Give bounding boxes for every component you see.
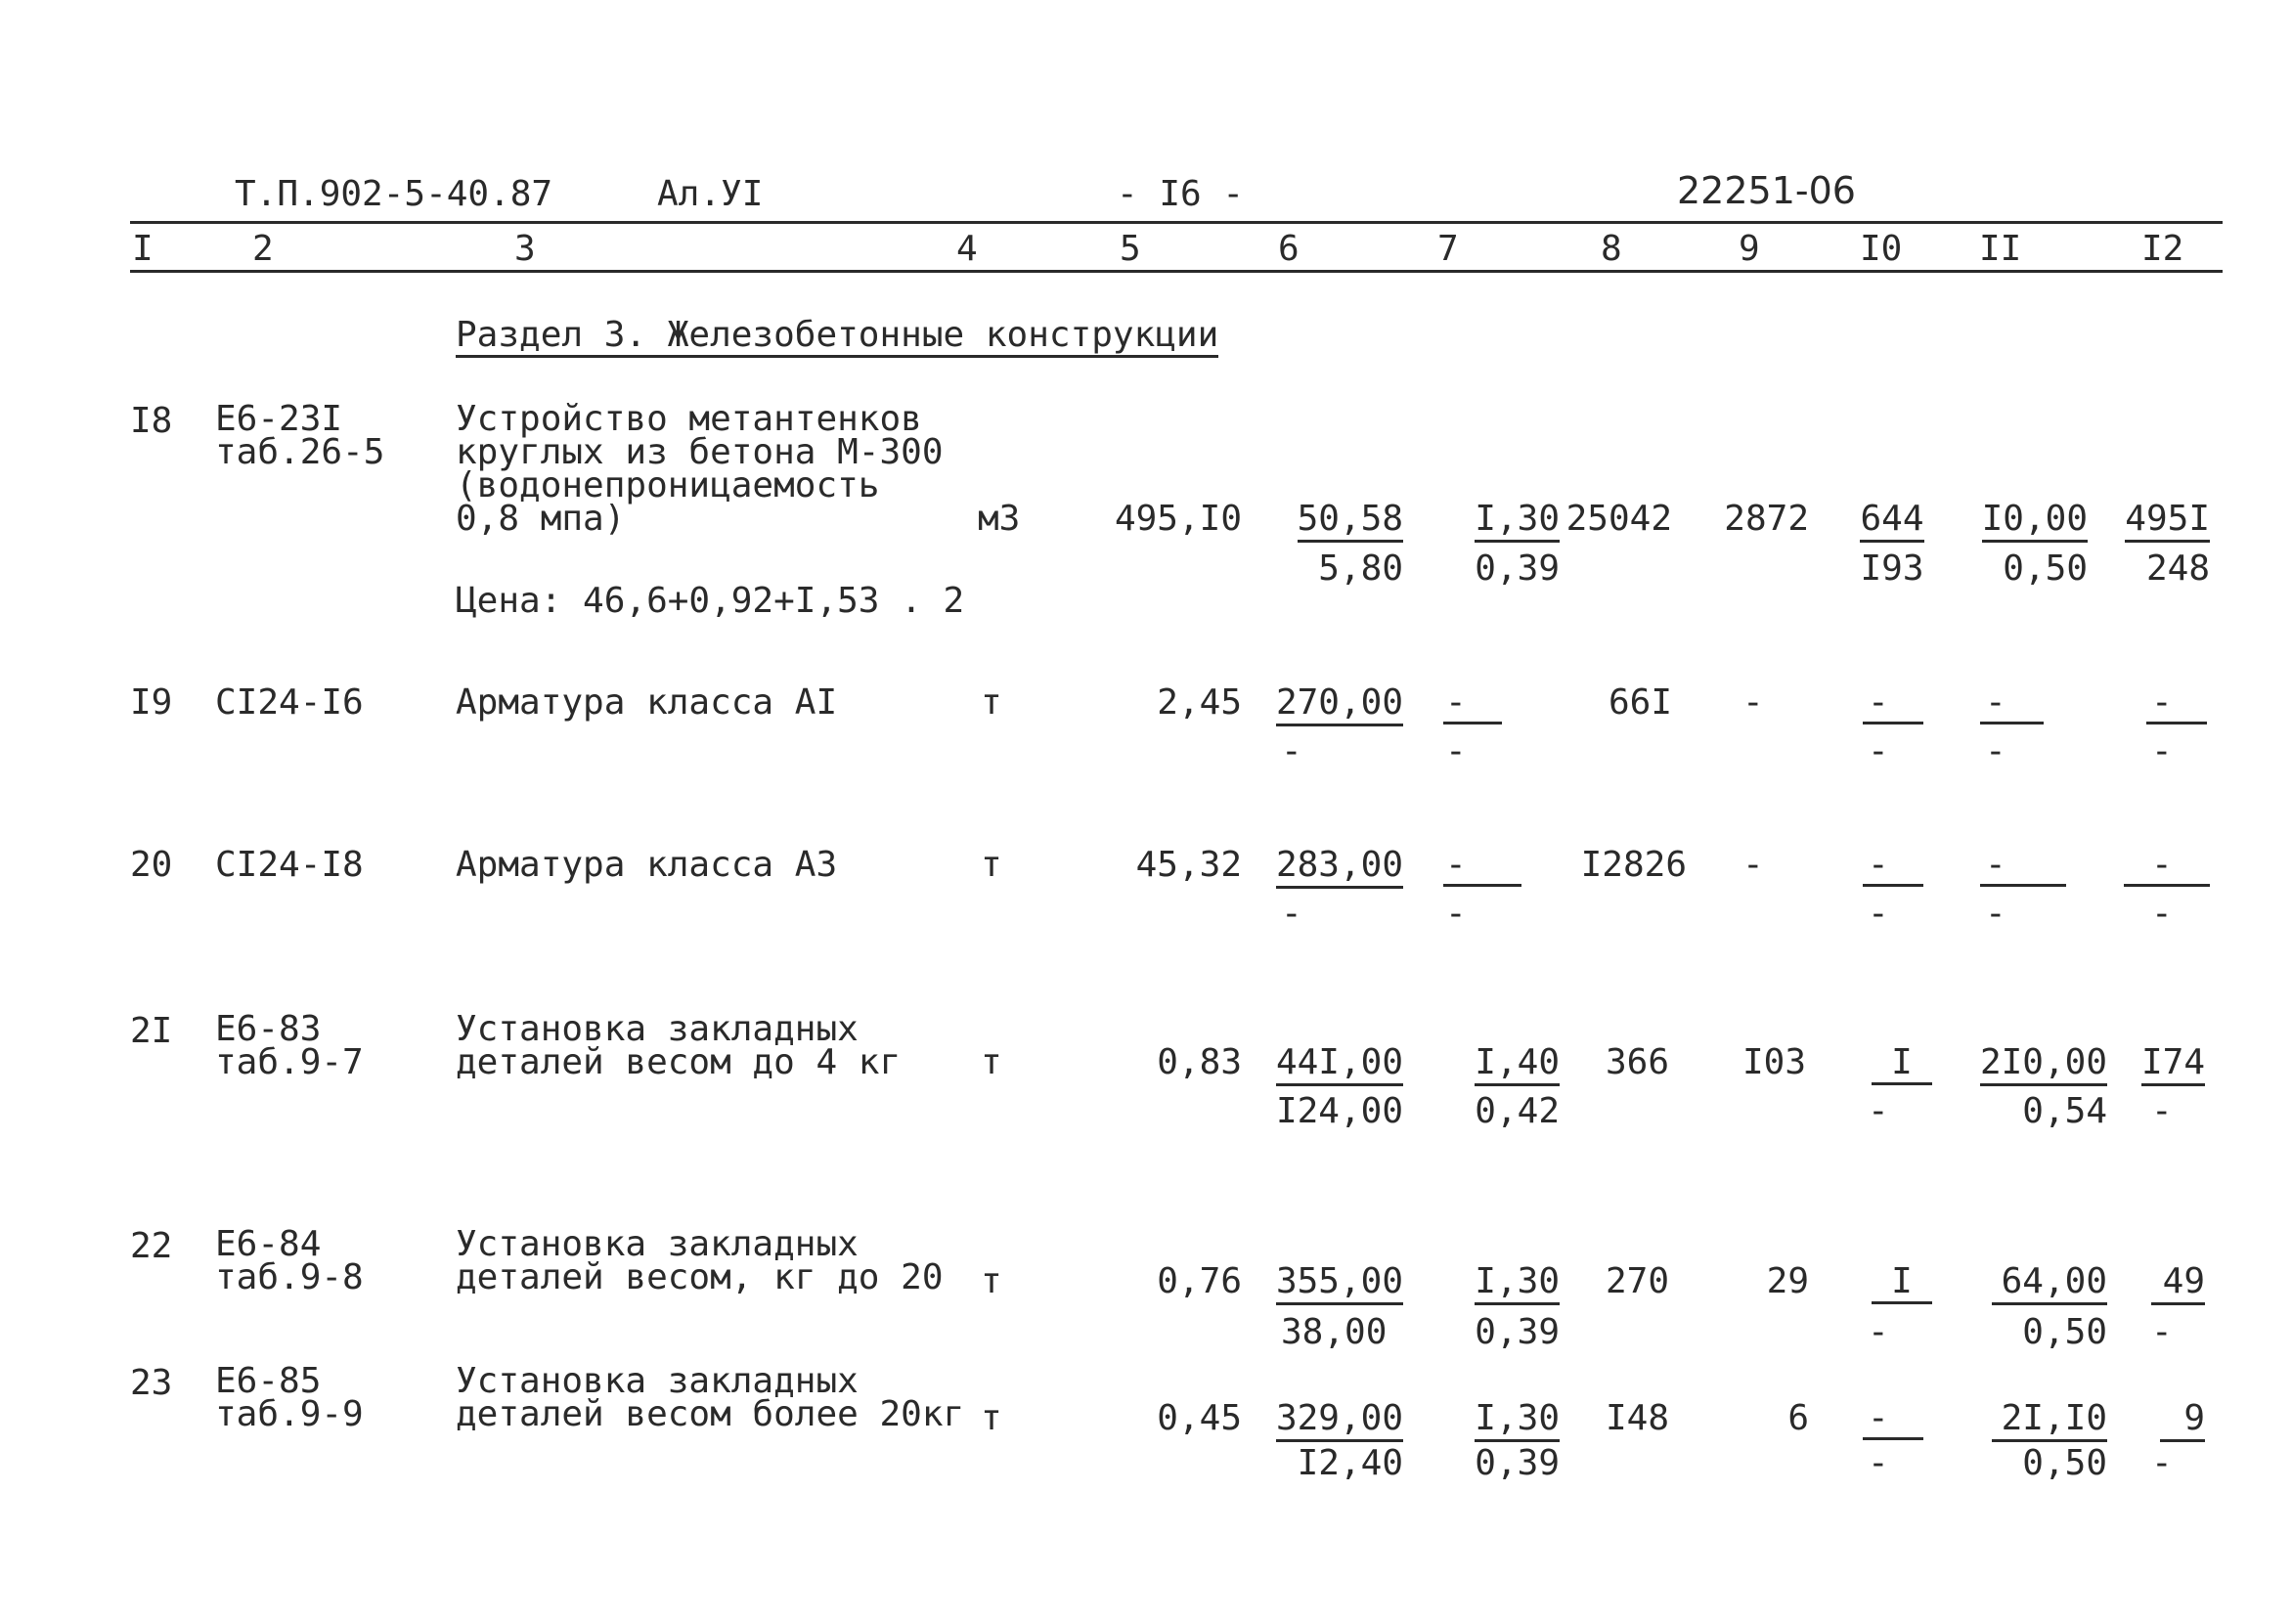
c10-underline — [1863, 884, 1923, 887]
row-code: Е6-84 таб.9-8 — [215, 1224, 364, 1297]
c8-value: 25042 — [1565, 499, 1672, 539]
c11-bottom: - — [1985, 894, 2006, 934]
c10-bottom: - — [1868, 731, 1889, 771]
c12-top: 495I — [2112, 501, 2210, 538]
c12-underline — [2146, 722, 2207, 724]
c8-value: I48 — [1606, 1398, 1670, 1438]
row-unit: т — [981, 845, 1002, 885]
c6-bottom: 5,80 — [1318, 549, 1403, 589]
row-number: 20 — [130, 845, 173, 885]
row-code: Е6-83 таб.9-7 — [215, 1009, 364, 1082]
col-3: 3 — [514, 229, 536, 269]
c6-top: 44I,00 — [1266, 1044, 1403, 1081]
c12-bottom: - — [2151, 1091, 2173, 1131]
c6-top: 283,00 — [1266, 847, 1403, 884]
col-10: I0 — [1860, 229, 1903, 269]
c12-bottom: - — [2151, 1443, 2173, 1483]
col-11: II — [1979, 229, 2022, 269]
c9-value: 29 — [1766, 1261, 1809, 1301]
row-number: 23 — [130, 1363, 173, 1403]
c7-bottom: 0,39 — [1475, 1443, 1560, 1483]
row-description: Установка закладных деталей весом, кг до 20 — [456, 1224, 944, 1297]
inventory-number: 22251-06 — [1677, 169, 1856, 212]
row-quantity: 0,45 — [1157, 1398, 1242, 1438]
col-12: I2 — [2141, 229, 2184, 269]
c6-bottom: I24,00 — [1275, 1091, 1403, 1131]
c9-value: I03 — [1742, 1042, 1807, 1082]
row-quantity: 495,I0 — [1114, 499, 1242, 539]
c6-top: 329,00 — [1266, 1400, 1403, 1437]
c9-value: 6 — [1787, 1398, 1809, 1438]
c11-top: - — [1985, 845, 2006, 885]
c7-bottom: 0,39 — [1475, 549, 1560, 589]
c7-bottom: - — [1445, 731, 1467, 771]
c8-value: 366 — [1606, 1042, 1670, 1082]
row-code: Е6-23I таб.26-5 — [215, 399, 385, 472]
c12-bottom: 248 — [2145, 549, 2210, 589]
c12-top: I74 — [2112, 1044, 2205, 1081]
c11-top: - — [1985, 682, 2006, 723]
c7-bottom: 0,39 — [1475, 1312, 1560, 1352]
c6-top: 355,00 — [1266, 1263, 1403, 1300]
doc-code: Т.П.902-5-40.87 — [235, 174, 553, 214]
c11-top: I0,00 — [1956, 501, 2088, 538]
c7-top: I,30 — [1462, 1400, 1560, 1437]
row-description: Установка закладных деталей весом до 4 кг — [456, 1009, 902, 1082]
row-number: I8 — [130, 401, 173, 441]
c11-bottom: 0,50 — [2022, 1312, 2107, 1352]
page-number: - I6 - — [1117, 174, 1245, 214]
c7-top: - — [1445, 682, 1467, 723]
c12-bottom: - — [2151, 894, 2173, 934]
c11-top: 64,00 — [1956, 1263, 2107, 1300]
c8-value: I2826 — [1580, 845, 1687, 885]
col-5: 5 — [1120, 229, 1141, 269]
c12-underline — [2124, 884, 2210, 887]
row-code: Е6-85 таб.9-9 — [215, 1361, 364, 1434]
c11-top: 2I0,00 — [1956, 1044, 2107, 1081]
row-number: I9 — [130, 682, 173, 723]
row-description: Арматура класса АI — [456, 682, 838, 723]
col-9: 9 — [1739, 229, 1760, 269]
c8-value: 66I — [1608, 682, 1672, 723]
col-8: 8 — [1601, 229, 1622, 269]
c10-bottom: - — [1868, 894, 1889, 934]
c10-top: - — [1868, 682, 1889, 723]
c12-bottom: - — [2151, 731, 2173, 771]
c6-bottom: 38,00 — [1281, 1312, 1388, 1352]
c6-bottom: - — [1281, 894, 1302, 934]
c10-top: I — [1863, 1263, 1941, 1300]
c10-top: - — [1868, 845, 1889, 885]
col-1: I — [132, 229, 154, 269]
row-quantity: 2,45 — [1157, 682, 1242, 723]
c10-bottom: - — [1868, 1443, 1889, 1483]
c6-top: 50,58 — [1266, 501, 1403, 538]
c7-underline — [1443, 884, 1521, 887]
c10-bottom: - — [1868, 1091, 1889, 1131]
c12-top: 9 — [2112, 1400, 2205, 1437]
album-label: Ал.УI — [657, 174, 764, 214]
col-6: 6 — [1278, 229, 1300, 269]
row-unit: т — [981, 1042, 1002, 1082]
c7-top: - — [1445, 845, 1467, 885]
c12-bottom: - — [2151, 1312, 2173, 1352]
c12-top: - — [2151, 682, 2173, 723]
c11-top: 2I,I0 — [1956, 1400, 2107, 1437]
c8-value: 270 — [1606, 1261, 1670, 1301]
c7-bottom: 0,42 — [1475, 1091, 1560, 1131]
c10-top: 644 — [1853, 501, 1931, 538]
col-2: 2 — [252, 229, 274, 269]
c11-bottom: - — [1985, 731, 2006, 771]
row-unit: т — [981, 1261, 1002, 1301]
row-unit: т — [981, 1398, 1002, 1438]
c9-value: - — [1742, 845, 1764, 885]
c11-underline — [1980, 722, 2044, 724]
col-4: 4 — [956, 229, 978, 269]
c10-bottom: - — [1868, 1312, 1889, 1352]
row-description: Арматура класса А3 — [456, 845, 838, 885]
c11-bottom: 0,50 — [2022, 1443, 2107, 1483]
c6-bottom: - — [1281, 731, 1302, 771]
row-unit: м3 — [978, 499, 1021, 539]
row-quantity: 45,32 — [1135, 845, 1242, 885]
c7-top: I,40 — [1462, 1044, 1560, 1081]
row-code: СI24-I6 — [215, 682, 364, 723]
c9-value: - — [1742, 682, 1764, 723]
c12-top: - — [2151, 845, 2173, 885]
row-quantity: 0,83 — [1157, 1042, 1242, 1082]
price-formula: Цена: 46,6+0,92+I,53 . 2 — [456, 581, 965, 621]
c10-underline — [1863, 722, 1923, 724]
c10-underline — [1863, 1437, 1923, 1440]
c7-top: I,30 — [1462, 1263, 1560, 1300]
c11-bottom: 0,54 — [2022, 1091, 2107, 1131]
c11-underline — [1980, 884, 2066, 887]
row-quantity: 0,76 — [1157, 1261, 1242, 1301]
col-7: 7 — [1437, 229, 1459, 269]
row-description: Устройство метантенков круглых из бетона М-300 (водонепроницаемость 0,8 мпа) — [456, 399, 944, 539]
c11-bottom: 0,50 — [2003, 549, 2088, 589]
c10-top: - — [1868, 1398, 1889, 1438]
c10-top: I — [1863, 1044, 1941, 1081]
c12-top: 49 — [2112, 1263, 2205, 1300]
c6-top: 270,00 — [1266, 684, 1403, 722]
row-number: 2I — [130, 1011, 173, 1051]
c7-bottom: - — [1445, 894, 1467, 934]
header-bottom-rule — [130, 270, 2223, 273]
row-number: 22 — [130, 1226, 173, 1266]
row-unit: т — [981, 682, 1002, 723]
c6-bottom: I2,40 — [1297, 1443, 1403, 1483]
c9-value: 2872 — [1724, 499, 1809, 539]
c7-top: I,30 — [1462, 501, 1560, 538]
section-title: Раздел 3. Железобетонные конструкции — [456, 317, 1218, 358]
header-top-rule — [130, 221, 2223, 224]
c7-underline — [1443, 722, 1502, 724]
c10-bottom: I93 — [1860, 549, 1924, 589]
row-code: СI24-I8 — [215, 845, 364, 885]
row-description: Установка закладных деталей весом более 20кг — [456, 1361, 965, 1434]
